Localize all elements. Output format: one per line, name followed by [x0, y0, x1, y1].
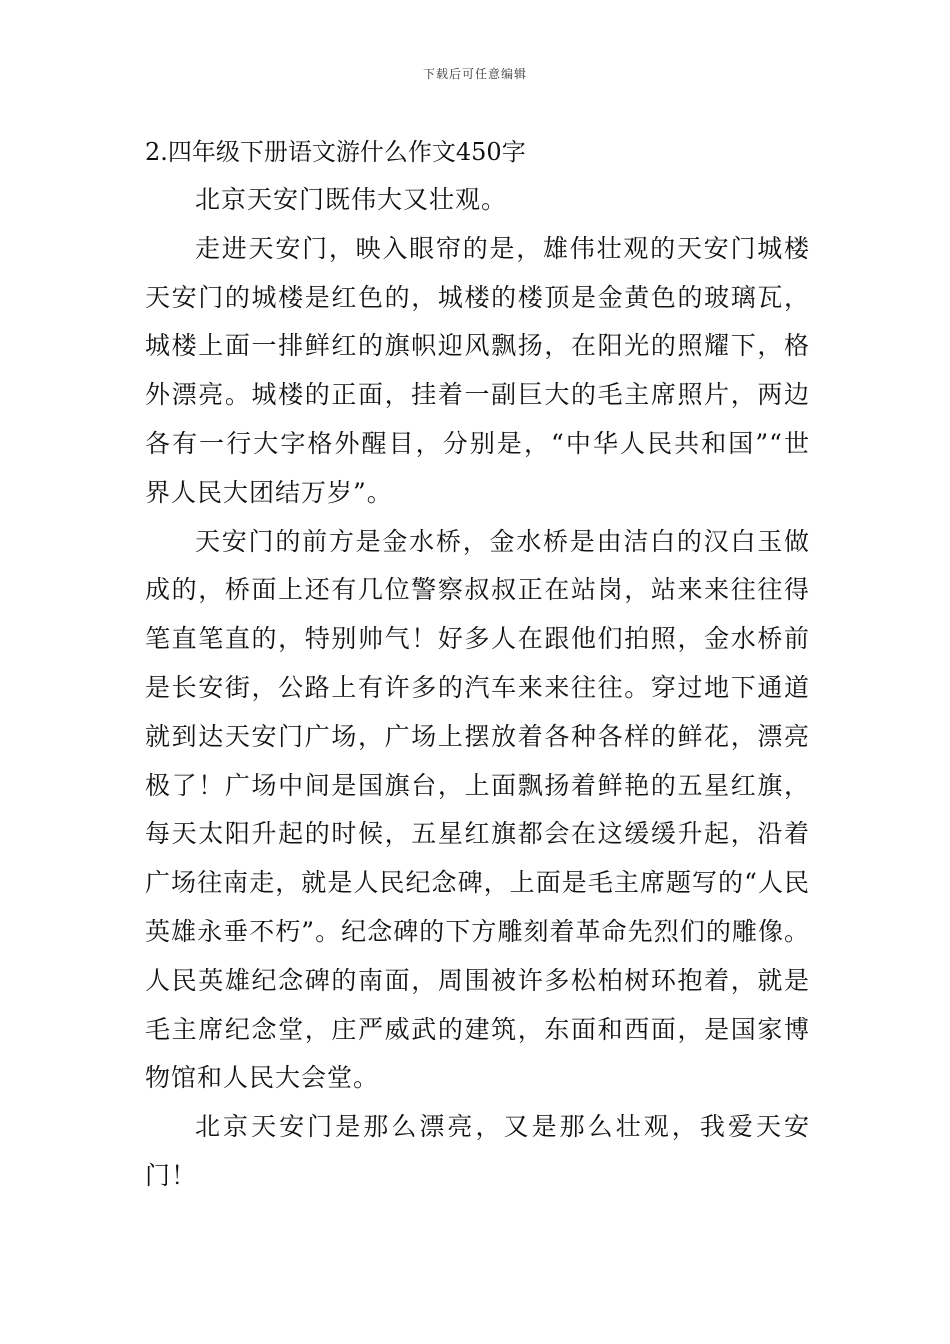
document-body: [145, 128, 810, 1201]
paragraph-tiananmen-gate: 走进天安门，映入眼帘的是，雄伟壮观的天安门城楼天安门的城楼是红色的，城楼的楼顶是金黄色的玻璃瓦，城楼上面一排鲜红的旗帜迎风飘扬，在阳光的照耀下，格外漂亮。城楼的正面，挂着一副巨大的毛主席照片，两边各有一行大字格外醒目，分别是，“中华人民共和国”“世界人民大团结万岁”。: [145, 233, 810, 507]
document-title: 2.四年级下册语文游什么作文450字: [145, 138, 526, 166]
paragraph-conclusion: 北京天安门是那么漂亮，又是那么壮观，我爱天安门！: [145, 1112, 810, 1190]
paragraph-intro: 北京天安门既伟大又壮观。: [195, 185, 508, 214]
header-note: 下载后可任意编辑: [422, 67, 527, 81]
paragraph-square: 天安门的前方是金水桥，金水桥是由洁白的汉白玉做成的，桥面上还有几位警察叔叔正在站岗，站来来往往得笔直笔直的，特别帅气！好多人在跟他们拍照，金水桥前是长安街，公路上有许多的汽车来来往往。穿过地下通道就到达天安门广场，广场上摆放着各种各样的鲜花，漂亮极了！广场中间是国旗台，上面飘扬着鲜艳的五星红旗，每天太阳升起的时候，五星红旗都会在这缓缓升起，沿着广场往南走，就是人民纪念碑，上面是毛主席题写的“人民英雄永垂不朽”。纪念碑的下方雕刻着革命先烈们的雕像。人民英雄纪念碑的南面，周围被许多松柏树环抱着，就是毛主席纪念堂，庄严威武的建筑，东面和西面，是国家博物馆和人民大会堂。: [145, 526, 810, 1093]
